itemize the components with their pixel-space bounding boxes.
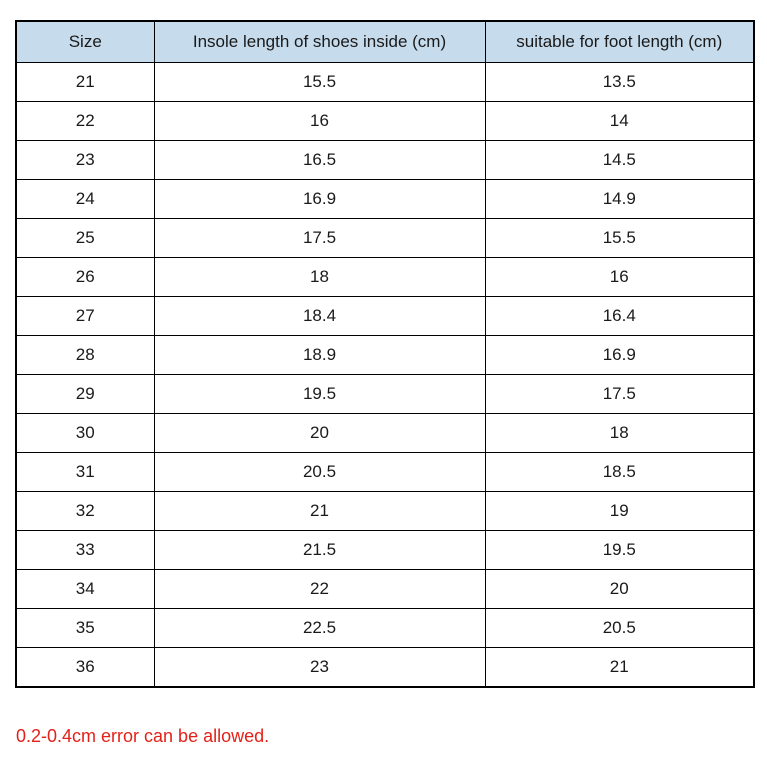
table-cell: 20.5 — [485, 609, 754, 648]
table-cell: 16 — [485, 258, 754, 297]
table-cell: 14.5 — [485, 141, 754, 180]
table-row — [16, 258, 754, 297]
table-row — [16, 648, 754, 688]
table-cell: 22.5 — [154, 609, 485, 648]
table-cell: 18 — [485, 414, 754, 453]
column-header: suitable for foot length (cm) — [485, 21, 754, 63]
table-cell: 18 — [154, 258, 485, 297]
table-cell: 33 — [16, 531, 154, 570]
table-cell: 15.5 — [485, 219, 754, 258]
table-cell: 26 — [16, 258, 154, 297]
table-row — [16, 219, 754, 258]
table-cell: 16.4 — [485, 297, 754, 336]
table-row — [16, 414, 754, 453]
table-row — [16, 180, 754, 219]
header-row — [16, 21, 754, 63]
table-cell: 17.5 — [154, 219, 485, 258]
table-cell: 16 — [154, 102, 485, 141]
table-row — [16, 63, 754, 102]
table-cell: 20.5 — [154, 453, 485, 492]
table-row — [16, 531, 754, 570]
table-cell: 14.9 — [485, 180, 754, 219]
table-cell: 19.5 — [154, 375, 485, 414]
table-cell: 24 — [16, 180, 154, 219]
table-cell: 31 — [16, 453, 154, 492]
table-cell: 18.5 — [485, 453, 754, 492]
table-cell: 36 — [16, 648, 154, 688]
table-cell: 19.5 — [485, 531, 754, 570]
table-cell: 19 — [485, 492, 754, 531]
table-cell: 28 — [16, 336, 154, 375]
table-cell: 20 — [154, 414, 485, 453]
table-cell: 16.9 — [154, 180, 485, 219]
size-chart-table — [15, 20, 755, 688]
table-cell: 17.5 — [485, 375, 754, 414]
column-header: Insole length of shoes inside (cm) — [154, 21, 485, 63]
table-body — [16, 63, 754, 688]
table-cell: 23 — [154, 648, 485, 688]
column-header: Size — [16, 21, 154, 63]
table-cell: 16.9 — [485, 336, 754, 375]
table-cell: 29 — [16, 375, 154, 414]
table-cell: 21 — [154, 492, 485, 531]
table-cell: 18.4 — [154, 297, 485, 336]
table-cell: 22 — [154, 570, 485, 609]
table-row — [16, 570, 754, 609]
table-cell: 16.5 — [154, 141, 485, 180]
table-cell: 27 — [16, 297, 154, 336]
table-cell: 20 — [485, 570, 754, 609]
error-tolerance-note: 0.2-0.4cm error can be allowed. — [16, 726, 270, 746]
table-row — [16, 492, 754, 531]
table-cell: 25 — [16, 219, 154, 258]
table-cell: 35 — [16, 609, 154, 648]
table-cell: 21 — [16, 63, 154, 102]
table-cell: 15.5 — [154, 63, 485, 102]
table-cell: 18.9 — [154, 336, 485, 375]
table-row — [16, 141, 754, 180]
table-header — [16, 21, 754, 63]
table-cell: 30 — [16, 414, 154, 453]
table-cell: 21.5 — [154, 531, 485, 570]
table-row — [16, 609, 754, 648]
table-cell: 34 — [16, 570, 154, 609]
table-cell: 13.5 — [485, 63, 754, 102]
table-cell: 14 — [485, 102, 754, 141]
table-row — [16, 453, 754, 492]
table-cell: 32 — [16, 492, 154, 531]
table-row — [16, 375, 754, 414]
table-row — [16, 297, 754, 336]
table-row — [16, 336, 754, 375]
table-row — [16, 102, 754, 141]
table-cell: 23 — [16, 141, 154, 180]
table-cell: 22 — [16, 102, 154, 141]
table-cell: 21 — [485, 648, 754, 688]
